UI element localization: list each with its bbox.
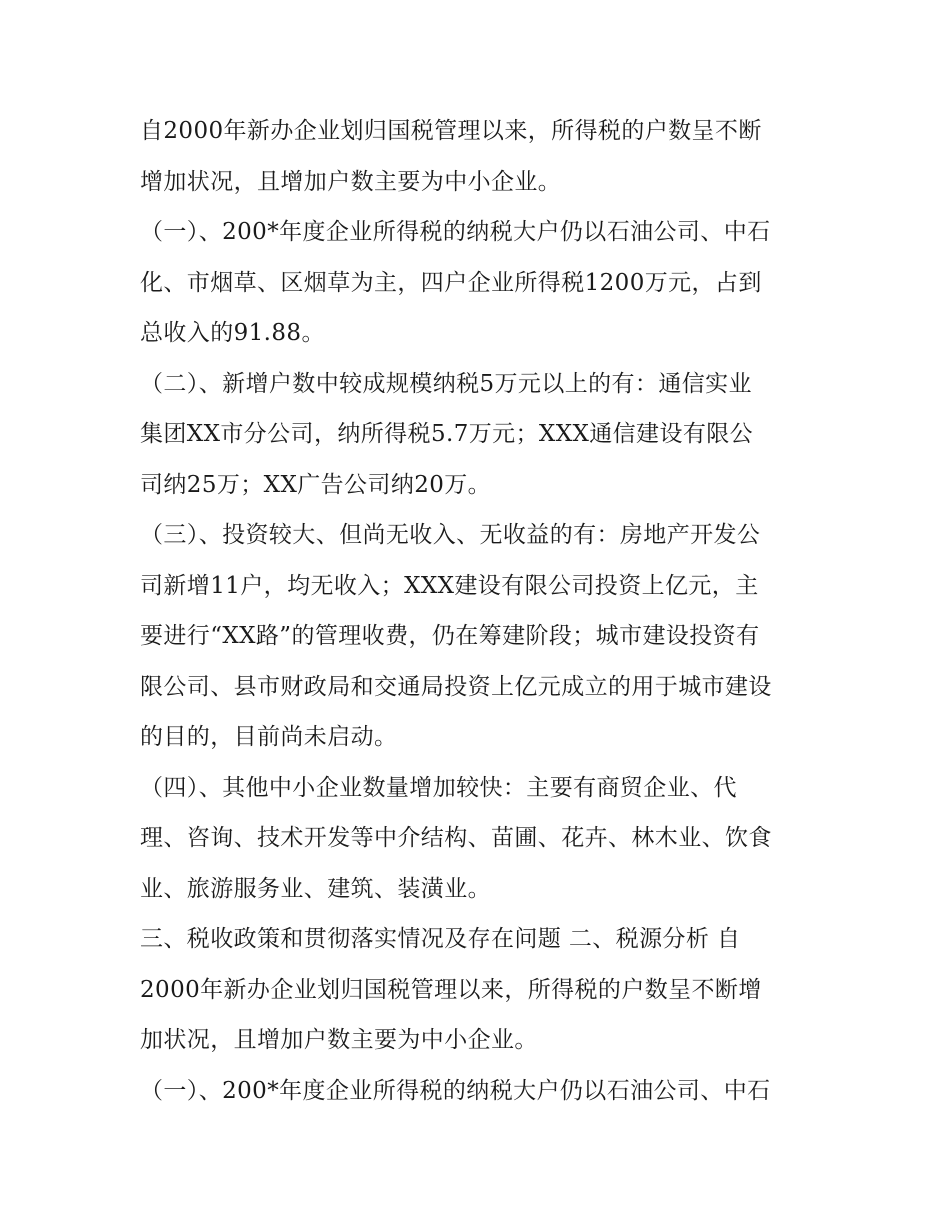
text-line: （二）、新增户数中较成规模纳税5万元以上的有：通信实业 bbox=[140, 370, 752, 397]
text-line: （一）、200*年度企业所得税的纳税大户仍以石油公司、中石 bbox=[140, 219, 771, 245]
text-line: 三、税收政策和贯彻落实情况及存在问题 二、税源分析 自 bbox=[140, 926, 741, 952]
text-line: （一）、200*年度企业所得税的纳税大户仍以石油公司、中石 bbox=[140, 1077, 771, 1104]
text-line: 化、市烟草、区烟草为主，四户企业所得税1200万元，占到 bbox=[140, 269, 762, 296]
paragraph bbox=[140, 510, 812, 763]
text-line: 司新增11户，均无收入；XXX建设有限公司投资上亿元，主 bbox=[140, 572, 759, 599]
paragraph bbox=[140, 763, 812, 915]
text-line: 理、咨询、技术开发等中介结构、苗圃、花卉、林木业、饮食 bbox=[140, 825, 772, 851]
text-line: 要进行“XX路”的管理收费，仍在筹建阶段；城市建设投资有 bbox=[140, 623, 760, 649]
text-line: 业、旅游服务业、建筑、装潢业。 bbox=[140, 875, 491, 902]
paragraph bbox=[140, 1066, 812, 1117]
text-line: 2000年新办企业划归国税管理以来，所得税的户数呈不断增 bbox=[140, 976, 762, 1003]
paragraph bbox=[140, 359, 812, 511]
text-line: （四）、其他中小企业数量增加较快：主要有商贸企业、代 bbox=[140, 774, 737, 801]
text-line: （三）、投资较大、但尚无收入、无收益的有：房地产开发公 bbox=[140, 522, 761, 548]
paragraph bbox=[140, 106, 812, 207]
text-line: 自2000年新办企业划归国税管理以来，所得税的户数呈不断 bbox=[140, 118, 762, 144]
text-line: 总收入的91.88。 bbox=[140, 320, 325, 346]
text-line: 集团XX市分公司，纳所得税5.7万元；XXX通信建设有限公 bbox=[140, 421, 754, 447]
document-body bbox=[140, 106, 812, 1116]
text-line: 增加状况，且增加户数主要为中小企业。 bbox=[140, 168, 562, 195]
text-line: 限公司、县市财政局和交通局投资上亿元成立的用于城市建设 bbox=[140, 673, 772, 700]
paragraph bbox=[140, 914, 812, 1066]
text-line: 加状况，且增加户数主要为中小企业。 bbox=[140, 1027, 538, 1053]
text-line: 的目的，目前尚未启动。 bbox=[140, 724, 398, 750]
paragraph bbox=[140, 207, 812, 359]
text-line: 司纳25万；XX广告公司纳20万。 bbox=[140, 471, 492, 498]
